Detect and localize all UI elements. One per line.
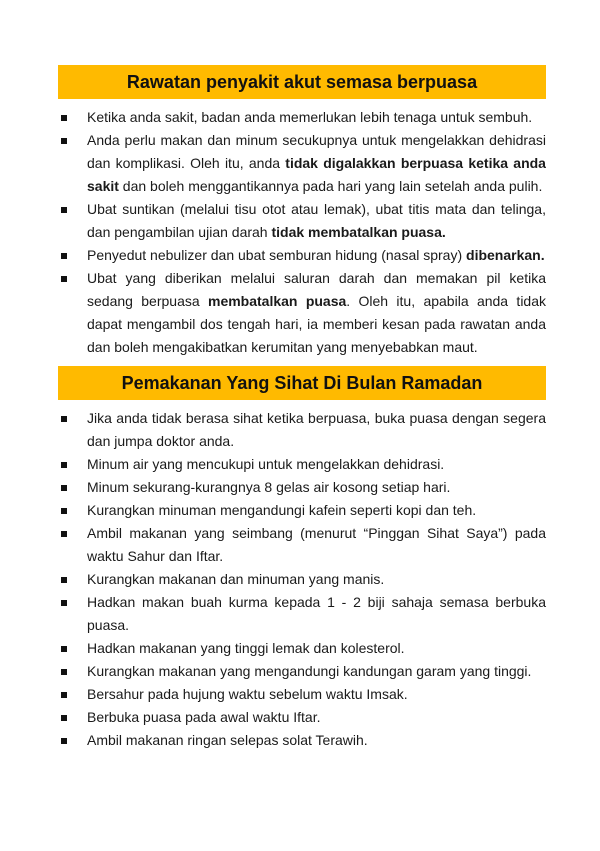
list-item bbox=[58, 568, 546, 591]
section-acute-illness bbox=[58, 65, 546, 359]
item-text: Jika anda tidak berasa sihat ketika berpuasa, buka puasa dengan segera dan jumpa doktor anda. bbox=[87, 410, 546, 449]
item-text: Bersahur pada hujung waktu sebelum waktu Imsak. bbox=[87, 686, 408, 702]
square-bullet-icon bbox=[61, 600, 67, 606]
item-text: Hadkan makan buah kurma kepada 1 - 2 biji sahaja semasa berbuka puasa. bbox=[87, 594, 546, 633]
square-bullet-icon bbox=[61, 276, 67, 282]
bold-text: tidak membatalkan puasa. bbox=[271, 224, 446, 240]
item-text: Kurangkan minuman mengandungi kafein seperti kopi dan teh. bbox=[87, 502, 477, 518]
item-text: . Oleh itu, apabila anda tidak dapat mengambil dos tengah hari, ia memberi kesan pada rawatan anda dan boleh mengakibatkan kerumitan yang menyebabkan maut. bbox=[87, 293, 546, 355]
list-item bbox=[58, 683, 546, 706]
bullet-list bbox=[58, 106, 546, 359]
item-text: Ubat suntikan (melalui tisu otot atau lemak), ubat titis mata dan telinga, dan pengambilan ujian darah bbox=[87, 201, 546, 240]
item-text: Kurangkan makanan yang mengandungi kandungan garam yang tinggi. bbox=[87, 663, 532, 679]
square-bullet-icon bbox=[61, 692, 67, 698]
square-bullet-icon bbox=[61, 485, 67, 491]
item-text: dan boleh menggantikannya pada hari yang lain setelah anda pulih. bbox=[118, 178, 543, 194]
square-bullet-icon bbox=[61, 669, 67, 675]
list-item bbox=[58, 706, 546, 729]
section-title: Rawatan penyakit akut semasa berpuasa bbox=[126, 71, 478, 92]
square-bullet-icon bbox=[61, 508, 67, 514]
section-heading-bar bbox=[58, 65, 546, 99]
square-bullet-icon bbox=[61, 115, 67, 121]
list-item bbox=[58, 637, 546, 660]
item-text: Kurangkan makanan dan minuman yang manis. bbox=[87, 571, 385, 587]
item-text: Ambil makanan yang seimbang (menurut “Pinggan Sihat Saya”) pada waktu Sahur dan Iftar. bbox=[87, 525, 546, 564]
list-item bbox=[58, 591, 546, 637]
square-bullet-icon bbox=[61, 253, 67, 259]
bullet-list bbox=[58, 407, 546, 752]
list-item bbox=[58, 407, 546, 453]
item-text: Minum air yang mencukupi untuk mengelakkan dehidrasi. bbox=[87, 456, 445, 472]
square-bullet-icon bbox=[61, 715, 67, 721]
section-heading-bar bbox=[58, 366, 546, 400]
list-item bbox=[58, 129, 546, 198]
bold-text: membatalkan puasa bbox=[208, 293, 347, 309]
list-item bbox=[58, 198, 546, 244]
list-item bbox=[58, 244, 546, 267]
bold-text: dibenarkan. bbox=[466, 247, 545, 263]
square-bullet-icon bbox=[61, 531, 67, 537]
section-title: Pemakanan Yang Sihat Di Bulan Ramadan bbox=[121, 372, 483, 393]
square-bullet-icon bbox=[61, 646, 67, 652]
list-item bbox=[58, 106, 546, 129]
list-item bbox=[58, 476, 546, 499]
list-item bbox=[58, 267, 546, 359]
square-bullet-icon bbox=[61, 577, 67, 583]
item-text: Berbuka puasa pada awal waktu Iftar. bbox=[87, 709, 321, 725]
square-bullet-icon bbox=[61, 462, 67, 468]
list-item bbox=[58, 453, 546, 476]
square-bullet-icon bbox=[61, 738, 67, 744]
item-text: Minum sekurang-kurangnya 8 gelas air kosong setiap hari. bbox=[87, 479, 451, 495]
item-text: Ketika anda sakit, badan anda memerlukan lebih tenaga untuk sembuh. bbox=[87, 109, 533, 125]
item-text: Penyedut nebulizer dan ubat semburan hidung (nasal spray) bbox=[87, 247, 467, 263]
bold-text: tidak digalakkan berpuasa ketika anda sakit bbox=[87, 155, 546, 194]
item-text: Hadkan makanan yang tinggi lemak dan kolesterol. bbox=[87, 640, 405, 656]
item-text: Anda perlu makan dan minum secukupnya untuk mengelakkan dehidrasi dan komplikasi. Oleh itu, anda bbox=[87, 132, 546, 171]
item-text: Ubat yang diberikan melalui saluran darah dan memakan pil ketika sedang berpuasa bbox=[87, 270, 546, 309]
list-item bbox=[58, 499, 546, 522]
list-item bbox=[58, 729, 546, 752]
section-healthy-eating bbox=[58, 366, 546, 752]
square-bullet-icon bbox=[61, 207, 67, 213]
square-bullet-icon bbox=[61, 416, 67, 422]
item-text: Ambil makanan ringan selepas solat Terawih. bbox=[87, 732, 368, 748]
square-bullet-icon bbox=[61, 138, 67, 144]
list-item bbox=[58, 522, 546, 568]
list-item bbox=[58, 660, 546, 683]
